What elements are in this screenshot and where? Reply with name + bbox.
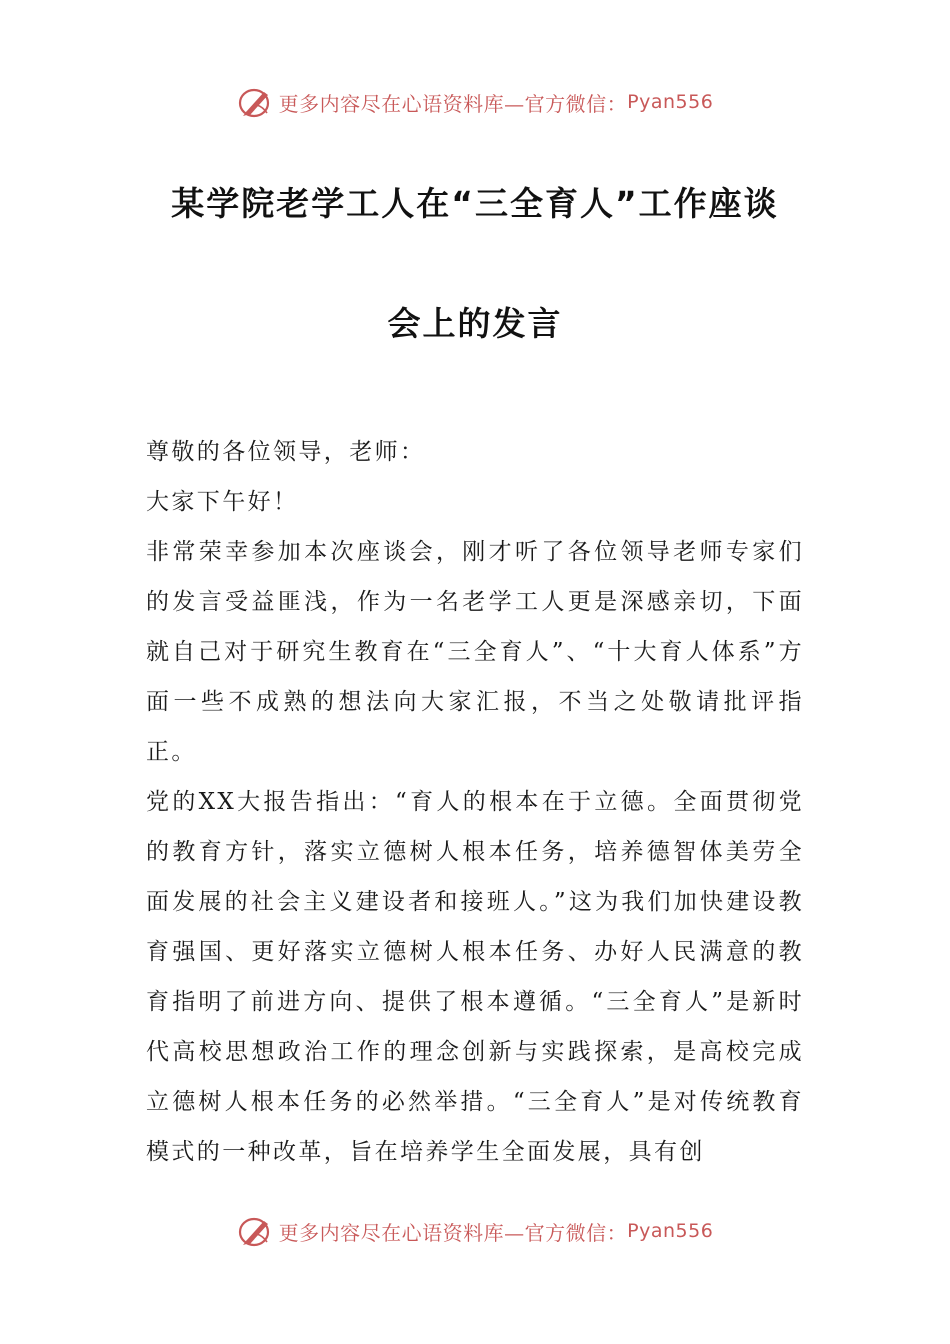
watermark-wechat-id: Pyan556 (627, 1220, 714, 1242)
pen-logo-icon (237, 1214, 275, 1248)
footer-watermark (0, 1211, 950, 1251)
body-paragraph: 党的XX大报告指出：“育人的根本在于立德。全面贯彻党的教育方针，落实立德树人根本任务，培养德智体美劳全面发展的社会主义建设者和接班人。”这为我们加快建设教育强国、更好落实立德树人根本任务、办好人民满意的教育指明了前进方向、提供了根本遵循。“三全育人”是新时代高校思想政治工作的理念创新与实践探索，是高校完成立德树人根本任务的必然举措。“三全育人”是对传统教育模式的一种改革，旨在培养学生全面发展，具有创 (146, 789, 804, 1165)
pen-logo-icon (237, 85, 275, 119)
intro-paragraph: 非常荣幸参加本次座谈会，刚才听了各位领导老师专家们的发言受益匪浅，作为一名老学工人更是深感亲切，下面就自己对于研究生教育在“三全育人”、“十大育人体系”方面一些不成熟的想法向大家汇报，不当之处敬请批评指正。 (146, 539, 804, 765)
header-watermark (0, 82, 950, 122)
watermark-text: 更多内容尽在心语资料库—官方微信： (278, 91, 628, 116)
document-body (146, 427, 804, 1177)
watermark-text: 更多内容尽在心语资料库—官方微信： (278, 1220, 628, 1245)
greeting-paragraph: 大家下午好！ (146, 489, 299, 515)
salutation-paragraph: 尊敬的各位领导，老师： (146, 439, 426, 465)
document-title-line-1: 某学院老学工人在“三全育人”工作座谈 (171, 184, 779, 223)
watermark-wechat-id: Pyan556 (627, 91, 714, 113)
document-title-line-2: 会上的发言 (387, 304, 563, 343)
